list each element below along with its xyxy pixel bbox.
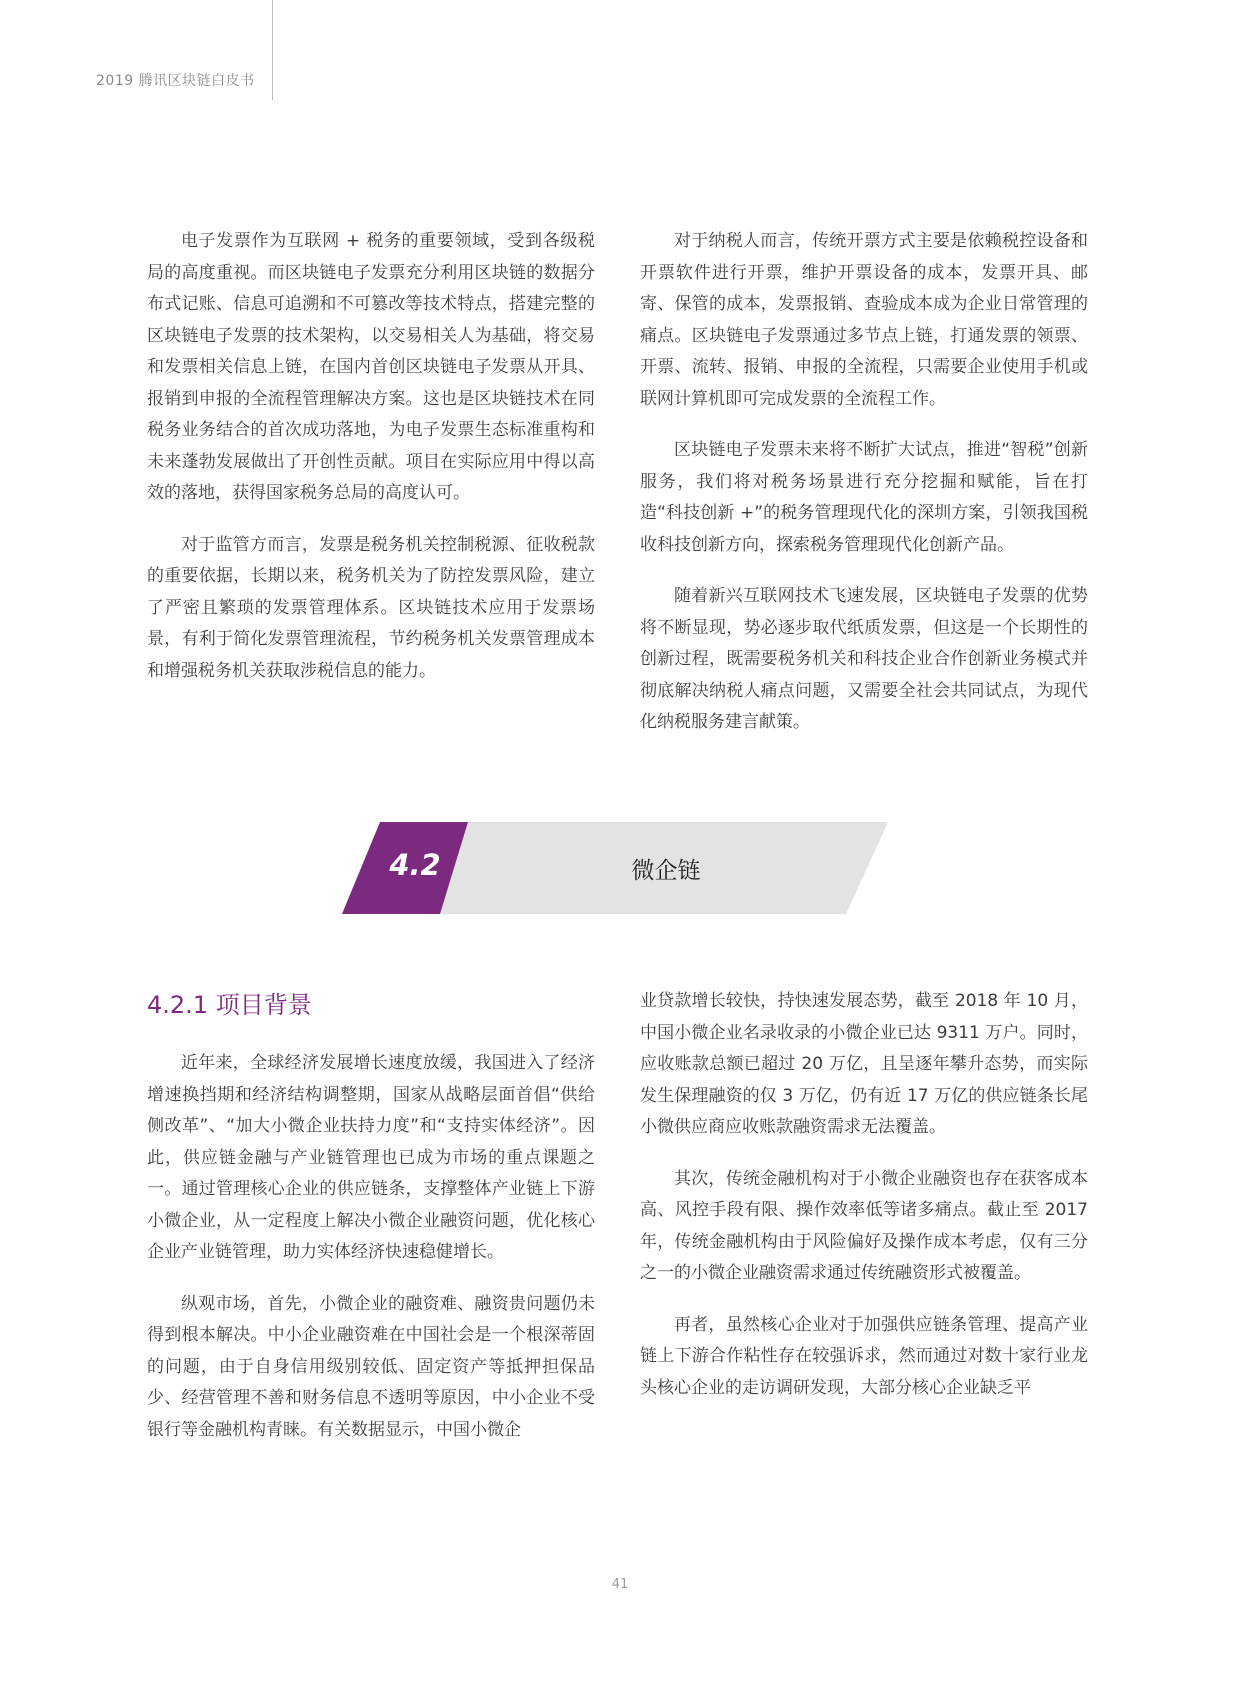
paragraph: 电子发票作为互联网 + 税务的重要领域，受到各级税局的高度重视。而区块链电子发票充分利用区块链的数据分布式记账、信息可追溯和不可篡改等技术特点，搭建完整的区块链电子发票的技术架构，以交易相关人为基础，将交易和发票相关信息上链，在国内首创区块链电子发票从开具、报销到申报的全流程管理解决方案。这也是区块链技术在同税务业务结合的首次成功落地，为电子发票生态标准重构和未来蓬勃发展做出了开创性贡献。项目在实际应用中得以高效的落地，获得国家税务总局的高度认可。	[147, 231, 595, 503]
paragraph: 随着新兴互联网技术飞速发展，区块链电子发票的优势将不断显现，势必逐步取代纸质发票，但这是一个长期性的创新过程，既需要税务机关和科技企业合作创新业务模式并彻底解决纳税人痛点问题，又需要全社会共同试点，为现代化纳税服务建言献策。	[640, 586, 1088, 732]
page-number: 41	[611, 1577, 629, 1592]
subsection-title: 4.2.1 项目背景	[147, 991, 312, 1019]
paragraph: 区块链电子发票未来将不断扩大试点，推进“智税”创新服务，我们将对税务场景进行充分挖掘和赋能，旨在打造“科技创新 +”的税务管理现代化的深圳方案，引领我国税收科技创新方向，探索税务管理现代化创新产品。	[640, 440, 1088, 555]
paragraph: 对于纳税人而言，传统开票方式主要是依赖税控设备和开票软件进行开票，维护开票设备的成本，发票开具、邮寄、保管的成本，发票报销、查验成本成为企业日常管理的痛点。区块链电子发票通过多节点上链，打通发票的领票、开票、流转、报销、申报的全流程，只需要企业使用手机或联网计算机即可完成发票的全流程工作。	[640, 231, 1088, 409]
paragraph: 纵观市场，首先，小微企业的融资难、融资贵问题仍未得到根本解决。中小企业融资难在中国社会是一个根深蒂固的问题，由于自身信用级别较低、固定资产等抵押担保品少、经营管理不善和财务信息不透明等原因，中小企业不受银行等金融机构青睐。有关数据显示，中国小微企	[147, 1293, 595, 1440]
paragraph: 业贷款增长较快，持快速发展态势，截至 2018 年 10 月，中国小微企业名录收录的小微企业已达 9311 万户。同时，应收账款总额已超过 20 万亿，且呈逐年攀升态势，而实际发生保理融资的仅 3 万亿，仍有近 17 万亿的供应链条长尾小微供应商应收账款融资需求无法覆盖。	[640, 991, 1088, 1137]
section-banner	[342, 822, 888, 914]
header-text: 2019 腾讯区块链白皮书	[96, 73, 255, 89]
paragraph: 再者，虽然核心企业对于加强供应链条管理、提高产业链上下游合作粘性存在较强诉求，然而通过对数十家行业龙头核心企业的走访调研发现，大部分核心企业缺乏平	[640, 1314, 1088, 1398]
top-left-column	[147, 226, 595, 687]
section-number: 4.2	[389, 848, 441, 882]
header-divider	[272, 0, 273, 100]
top-right-column	[640, 226, 1088, 739]
paragraph: 其次，传统金融机构对于小微企业融资也存在获客成本高、风控手段有限、操作效率低等诸多痛点。截止至 2017 年，传统金融机构由于风险偏好及操作成本考虑，仅有三分之一的小微企业融资需求通过传统融资形式被覆盖。	[640, 1168, 1088, 1283]
paragraph: 对于监管方而言，发票是税务机关控制税源、征收税款的重要依据，长期以来，税务机关为了防控发票风险，建立了严密且繁琐的发票管理体系。区块链技术应用于发票场景，有利于简化发票管理流程，节约税务机关发票管理成本和增强税务机关获取涉税信息的能力。	[147, 534, 595, 681]
paragraph: 近年来，全球经济发展增长速度放缓，我国进入了经济增速换挡期和经济结构调整期，国家从战略层面首倡“供给侧改革”、“加大小微企业扶持力度”和“支持实体经济”。因此，供应链金融与产业链管理也已成为市场的重点课题之一。通过管理核心企业的供应链条，支撑整体产业链上下游小微企业，从一定程度上解决小微企业融资问题，优化核心企业产业链管理，助力实体经济快速稳健增长。	[147, 1053, 595, 1262]
bottom-left-column	[147, 988, 595, 1446]
section-title: 微企链	[631, 858, 701, 884]
bottom-right-column	[640, 986, 1088, 1404]
